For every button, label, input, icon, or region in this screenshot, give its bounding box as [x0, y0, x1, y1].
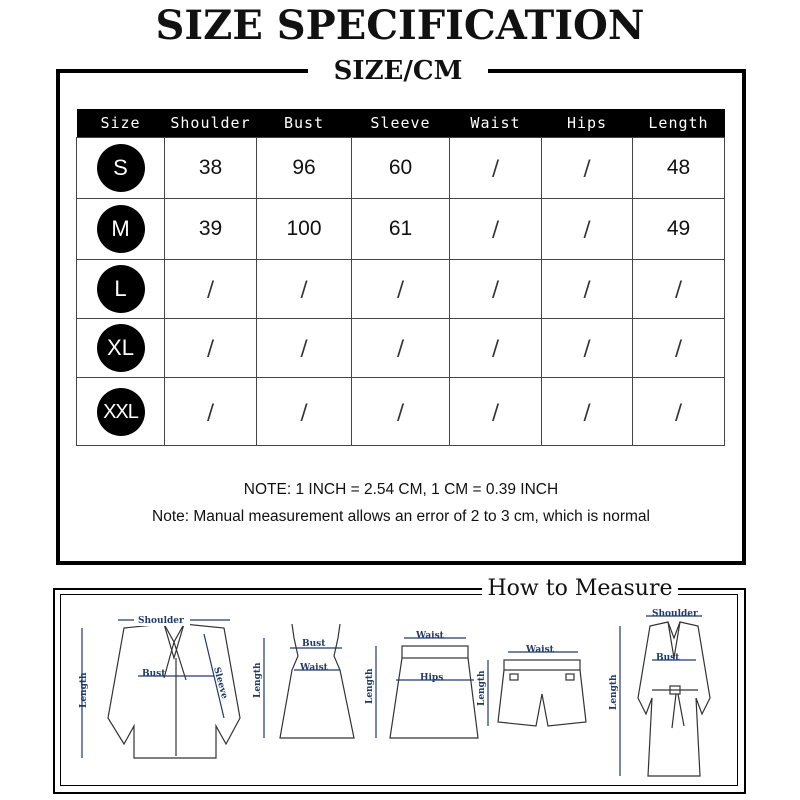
table-row	[77, 378, 725, 446]
size-table	[76, 109, 725, 446]
table-cell: 100	[257, 199, 352, 260]
size-badge: XXL	[97, 388, 145, 436]
header-hips: Hips	[542, 109, 633, 138]
table-cell: 49	[633, 199, 725, 260]
header-length: Length	[633, 109, 725, 138]
table-cell: /	[450, 138, 542, 199]
table-cell: /	[165, 260, 257, 319]
table-cell: /	[450, 319, 542, 378]
size-badge: L	[97, 265, 145, 313]
table-row	[77, 260, 725, 319]
size-badge: XL	[97, 324, 145, 372]
skirt-waist-label: Waist	[416, 631, 444, 641]
table-cell: 60	[352, 138, 450, 199]
measurement-diagrams	[64, 598, 736, 782]
table-cell: /	[542, 199, 633, 260]
error-note: Note: Manual measurement allows an error of 2 to 3 cm, which is normal	[152, 508, 650, 525]
shorts-diagram	[477, 645, 586, 726]
shorts-waist-label: Waist	[526, 645, 554, 655]
table-row	[77, 319, 725, 378]
header-shoulder: Shoulder	[165, 109, 257, 138]
dress-length-label: Length	[253, 662, 263, 698]
length-label: Length	[79, 672, 89, 708]
header-waist: Waist	[450, 109, 542, 138]
table-cell: /	[542, 138, 633, 199]
table-cell: /	[542, 319, 633, 378]
table-row	[77, 199, 725, 260]
table-cell: /	[542, 378, 633, 446]
skirt-hips-label: Hips	[420, 673, 444, 683]
header-sleeve: Sleeve	[352, 109, 450, 138]
header-size: Size	[77, 109, 165, 138]
table-cell: 61	[352, 199, 450, 260]
how-to-measure-title: How to Measure	[482, 575, 678, 603]
table-cell: 39	[165, 199, 257, 260]
bust-label: Bust	[142, 669, 166, 679]
page-title: SIZE SPECIFICATION	[155, 2, 645, 49]
skirt-diagram	[365, 631, 478, 738]
table-cell: /	[450, 199, 542, 260]
table-cell: /	[450, 260, 542, 319]
table-header-row	[77, 109, 725, 138]
coat-shoulder-label: Shoulder	[652, 609, 698, 619]
table-cell: /	[542, 260, 633, 319]
table-cell: 48	[633, 138, 725, 199]
table-cell: /	[257, 319, 352, 378]
coat-diagram	[609, 609, 710, 776]
table-cell: /	[352, 260, 450, 319]
table-cell: /	[165, 319, 257, 378]
table-cell: 38	[165, 138, 257, 199]
skirt-length-label: Length	[365, 668, 375, 704]
conversion-note: NOTE: 1 INCH = 2.54 CM, 1 CM = 0.39 INCH	[243, 481, 559, 498]
sleeve-label: Sleeve	[211, 666, 230, 701]
unit-label: SIZE/CM	[308, 54, 488, 88]
table-cell: 96	[257, 138, 352, 199]
header-bust: Bust	[257, 109, 352, 138]
table-row	[77, 138, 725, 199]
size-badge: M	[97, 205, 145, 253]
size-badge: S	[97, 144, 145, 192]
table-cell: /	[257, 378, 352, 446]
blouse-diagram	[79, 614, 240, 758]
table-cell: /	[257, 260, 352, 319]
table-cell: /	[633, 378, 725, 446]
table-cell: /	[352, 378, 450, 446]
table-cell: /	[450, 378, 542, 446]
table-cell: /	[165, 378, 257, 446]
dress-waist-label: Waist	[300, 663, 328, 673]
coat-bust-label: Bust	[656, 653, 680, 663]
shorts-length-label: Length	[477, 670, 487, 706]
table-cell: /	[633, 319, 725, 378]
shoulder-label: Shoulder	[138, 616, 184, 626]
table-cell: /	[633, 260, 725, 319]
table-cell: /	[352, 319, 450, 378]
dress-bust-label: Bust	[302, 639, 326, 649]
dress-diagram	[253, 624, 354, 738]
coat-length-label: Length	[609, 674, 619, 710]
